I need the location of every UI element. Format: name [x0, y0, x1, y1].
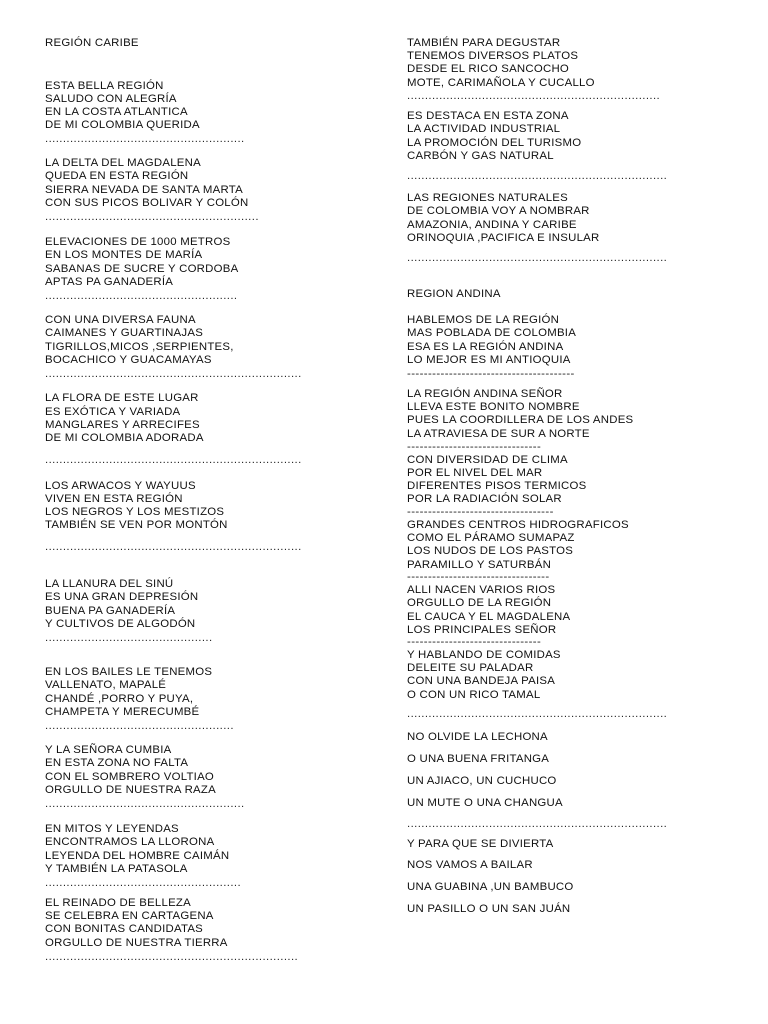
verse-line: TENEMOS DIVERSOS PLATOS [407, 50, 579, 62]
verse-line: UN MUTE O UNA CHANGUA [407, 797, 563, 809]
verse-line: SIERRA NEVADA DE SANTA MARTA [45, 184, 243, 196]
verse-line: POR LA RADIACIÓN SOLAR [407, 493, 562, 505]
verse-line: DESDE EL RICO SANCOCHO [407, 63, 570, 75]
verse-line: Y TAMBIÉN LA PATASOLA [45, 863, 188, 875]
verse-line: CON UNA BANDEJA PAISA [407, 675, 556, 687]
verse-line: EL REINADO DE BELLEZA [45, 897, 191, 909]
verse-line: SE CELEBRA EN CARTAGENA [45, 910, 214, 922]
verse-line: CHAMPETA Y MERECUMBÉ [45, 706, 200, 718]
verse-line: EN LOS MONTES DE MARÍA [45, 249, 203, 261]
verse-line: SABANAS DE SUCRE Y CORDOBA [45, 263, 239, 275]
verse-line: UN AJIACO, UN CUCHUCO [407, 775, 557, 787]
verse-line: LOS NEGROS Y LOS MESTIZOS [45, 506, 225, 518]
verse-line: ALLI NACEN VARIOS RIOS [407, 584, 556, 596]
verse-line: LEYENDA DEL HOMBRE CAIMÁN [45, 850, 230, 862]
verse-line: MAS POBLADA DE COLOMBIA [407, 327, 577, 339]
verse-line: LA FLORA DE ESTE LUGAR [45, 392, 199, 404]
verse-line: TIGRILLOS,MICOS ,SERPIENTES, [45, 341, 234, 353]
verse-line: VIVEN EN ESTA REGIÓN [45, 493, 183, 505]
section-title: REGIÓN CARIBE [45, 37, 139, 49]
verse-line: CON UNA DIVERSA FAUNA [45, 314, 196, 326]
verse-line: ORINOQUIA ,PACIFICA E INSULAR [407, 232, 600, 244]
verse-line: HABLEMOS DE LA REGIÓN [407, 314, 560, 326]
verse-line: BOCACHICO Y GUACAMAYAS [45, 354, 212, 366]
verse-line: POR EL NIVEL DEL MAR [407, 467, 543, 479]
verse-line: LA ACTIVIDAD INDUSTRIAL [407, 123, 561, 135]
verse-line: LOS NUDOS DE LOS PASTOS [407, 545, 574, 557]
verse-line: DE COLOMBIA VOY A NOMBRAR [407, 205, 590, 217]
stanza-separator: ....................................................... [45, 877, 242, 889]
verse-line: LA ATRAVIESA DE SUR A NORTE [407, 428, 590, 440]
verse-line: APTAS PA GANADERÍA [45, 276, 174, 288]
verse-line: CON SUS PICOS BOLIVAR Y COLÓN [45, 197, 249, 209]
stanza-separator: ............................................................ [45, 211, 259, 223]
stanza-separator: ....................................................................... [407, 90, 661, 102]
stanza-separator: ......................................................................... [407, 252, 668, 264]
verse-line: ES DESTACA EN ESTA ZONA [407, 110, 569, 122]
stanza-separator: ----------------------------------- [407, 506, 554, 518]
stanza-separator: ........................................................ [45, 798, 245, 810]
stanza-separator: ---------------------------------------- [407, 368, 575, 380]
verse-line: COMO EL PÁRAMO SUMAPAZ [407, 532, 575, 544]
stanza-separator: ........................................................ [45, 133, 245, 145]
verse-line: O UNA BUENA FRITANGA [407, 753, 550, 765]
verse-line: LOS PRINCIPALES SEÑOR [407, 624, 557, 636]
verse-line: O CON UN RICO TAMAL [407, 689, 541, 701]
verse-line: Y HABLANDO DE COMIDAS [407, 649, 561, 661]
verse-line: CON DIVERSIDAD DE CLIMA [407, 454, 568, 466]
stanza-separator: ....................................................................... [45, 951, 299, 963]
verse-line: CARBÓN Y GAS NATURAL [407, 150, 554, 162]
verse-line: GRANDES CENTROS HIDROGRAFICOS [407, 519, 629, 531]
stanza-separator: ........................................................................ [45, 541, 302, 553]
verse-line: DIFERENTES PISOS TERMICOS [407, 480, 587, 492]
verse-line: EN ESTA ZONA NO FALTA [45, 757, 189, 769]
stanza-separator: ......................................................................... [407, 818, 668, 830]
stanza-separator: ...................................................... [45, 290, 238, 302]
verse-line: TAMBIÉN SE VEN POR MONTÓN [45, 519, 228, 531]
verse-line: MOTE, CARIMAÑOLA Y CUCALLO [407, 77, 595, 89]
verse-line: DE MI COLOMBIA QUERIDA [45, 119, 200, 131]
verse-line: LA PROMOCIÓN DEL TURISMO [407, 137, 582, 149]
verse-line: LA LLANURA DEL SINÚ [45, 578, 174, 590]
verse-line: ENCONTRAMOS LA LLORONA [45, 836, 215, 848]
verse-line: CON BONITAS CANDIDATAS [45, 923, 204, 935]
verse-line: ESA ES LA REGIÓN ANDINA [407, 341, 564, 353]
verse-line: LA DELTA DEL MAGDALENA [45, 157, 201, 169]
stanza-separator: -------------------------------- [407, 441, 542, 453]
verse-line: LOS ARWACOS Y WAYUUS [45, 480, 196, 492]
verse-line: NOS VAMOS A BAILAR [407, 859, 533, 871]
verse-line: QUEDA EN ESTA REGIÓN [45, 170, 189, 182]
verse-line: CON EL SOMBRERO VOLTIAO [45, 771, 215, 783]
verse-line: UN PASILLO O UN SAN JUÁN [407, 903, 571, 915]
verse-line: ES EXÓTICA Y VARIADA [45, 406, 181, 418]
verse-line: EL CAUCA Y EL MAGDALENA [407, 611, 571, 623]
verse-line: ORGULLO DE NUESTRA RAZA [45, 784, 216, 796]
stanza-separator: ......................................................................... [407, 708, 668, 720]
stanza-separator: ............................................... [45, 632, 213, 644]
verse-line: ESTA BELLA REGIÓN [45, 80, 164, 92]
verse-line: Y CULTIVOS DE ALGODÓN [45, 618, 196, 630]
stanza-separator: ---------------------------------- [407, 571, 550, 583]
verse-line: LLEVA ESTE BONITO NOMBRE [407, 401, 580, 413]
stanza-separator: ..................................................... [45, 720, 234, 732]
verse-line: BUENA PA GANADERÍA [45, 605, 176, 617]
verse-line: DELEITE SU PALADAR [407, 662, 534, 674]
verse-line: Y PARA QUE SE DIVIERTA [407, 838, 554, 850]
verse-line: UNA GUABINA ,UN BAMBUCO [407, 881, 574, 893]
verse-line: NO OLVIDE LA LECHONA [407, 731, 548, 743]
stanza-separator: -------------------------------- [407, 636, 542, 648]
verse-line: MANGLARES Y ARRECIFES [45, 419, 200, 431]
verse-line: LAS REGIONES NATURALES [407, 192, 569, 204]
verse-line: SALUDO CON ALEGRÍA [45, 93, 177, 105]
verse-line: CHANDÉ ,PORRO Y PUYA, [45, 693, 194, 705]
verse-line: VALLENATO, MAPALÉ [45, 679, 167, 691]
verse-line: LO MEJOR ES MI ANTIOQUIA [407, 354, 571, 366]
stanza-separator: ........................................................................ [45, 454, 302, 466]
verse-line: EN LA COSTA ATLANTICA [45, 106, 188, 118]
verse-line: CAIMANES Y GUARTINAJAS [45, 327, 204, 339]
stanza-separator: ........................................................................ [45, 368, 302, 380]
stanza-separator: ......................................................................... [407, 170, 668, 182]
verse-line: EN MITOS Y LEYENDAS [45, 823, 179, 835]
verse-line: EN LOS BAILES LE TENEMOS [45, 666, 213, 678]
verse-line: PARAMILLO Y SATURBÁN [407, 559, 552, 571]
verse-line: LA REGIÓN ANDINA SEÑOR [407, 388, 563, 400]
verse-line: ES UNA GRAN DEPRESIÓN [45, 591, 199, 603]
verse-line: AMAZONIA, ANDINA Y CARIBE [407, 219, 577, 231]
verse-line: ELEVACIONES DE 1000 METROS [45, 236, 231, 248]
verse-line: Y LA SEÑORA CUMBIA [45, 744, 172, 756]
verse-line: TAMBIÉN PARA DEGUSTAR [407, 37, 561, 49]
verse-line: ORGULLO DE NUESTRA TIERRA [45, 937, 228, 949]
verse-line: DE MI COLOMBIA ADORADA [45, 432, 204, 444]
verse-line: PUES LA COORDILLERA DE LOS ANDES [407, 414, 634, 426]
verse-line: REGION ANDINA [407, 288, 501, 300]
verse-line: ORGULLO DE LA REGIÓN [407, 597, 552, 609]
